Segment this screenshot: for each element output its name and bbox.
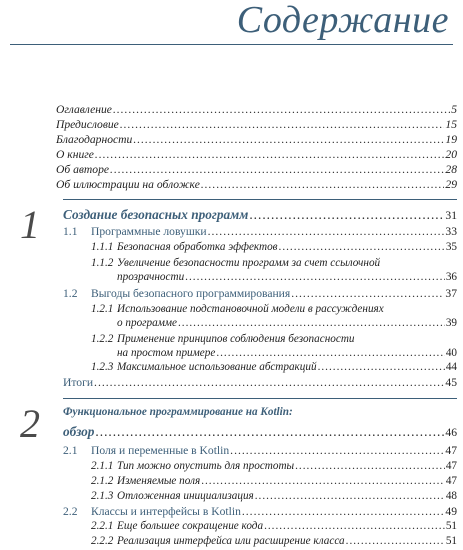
section-number: 1.2 (63, 287, 78, 300)
subsection-entry[interactable] (117, 271, 457, 283)
chapter-divider (63, 199, 457, 200)
section-entry[interactable] (63, 376, 457, 389)
subsection-title: Реализация интерфейса или расширение класса (117, 535, 345, 547)
section-page: 37 (445, 287, 457, 300)
toc-entry-title: Об авторе (56, 163, 110, 176)
subsection-title (91, 303, 436, 315)
toc-entry-title: Об иллюстрации на обложке (56, 178, 200, 191)
toc-entry-page: 15 (445, 118, 457, 131)
chapter-divider (63, 398, 457, 399)
toc-entry-title: О книге (56, 148, 94, 161)
subsection-title: Максимальное использование абстракций (117, 361, 317, 373)
subsection-title: Еще большее сокращение кода (117, 520, 264, 532)
subsection-title: Безопасная обработка эффектов (117, 241, 278, 253)
chapter-title-line2: обзор (63, 424, 95, 439)
toc-entry-page: 5 (451, 103, 457, 116)
toc-entry[interactable] (56, 178, 457, 191)
subsection-number: 1.1.1 (91, 241, 114, 253)
chapter-page: 46 (445, 426, 457, 439)
section-title: Поля и переменные в Kotlin (91, 444, 230, 457)
section-page: 33 (445, 225, 457, 238)
subsection-number: 1.2.1 (91, 303, 114, 315)
subsection-entry[interactable] (91, 490, 457, 502)
toc-entry[interactable] (56, 103, 457, 116)
title-rule (10, 44, 453, 45)
subsection-page: 40 (445, 347, 457, 359)
subsection-page: 51 (445, 535, 457, 547)
subsection-entry[interactable] (91, 520, 457, 532)
toc-entry[interactable] (56, 133, 457, 146)
section-page: 49 (445, 505, 457, 518)
subsection-number: 1.2.3 (91, 361, 114, 373)
chapter-page: 31 (445, 209, 457, 222)
subsection-entry[interactable] (117, 317, 457, 329)
toc-entry-page: 19 (445, 133, 457, 146)
subsection-page: 51 (445, 520, 457, 532)
chapter-number: 1 (20, 202, 40, 247)
subsection-title-line1: Использование подстановочной модели в рассуждениях (117, 303, 384, 315)
chapter-entry[interactable] (63, 207, 457, 223)
section-entry[interactable] (63, 505, 457, 518)
chapter-title-line1: Функциональное программирование на Kotlin: (63, 406, 293, 418)
subsection-number: 2.2.1 (91, 520, 114, 532)
section-page: 47 (445, 444, 457, 457)
section-entry[interactable] (63, 444, 457, 457)
chapter-entry[interactable] (63, 424, 457, 440)
subsection-page: 47 (445, 460, 457, 472)
subsection-title: Тип можно опустить для простоты (117, 460, 295, 472)
section-page: 45 (445, 376, 457, 389)
subsection-number: 1.1.2 (91, 257, 114, 269)
subsection-page: 36 (445, 271, 457, 283)
subsection-number: 1.2.2 (91, 333, 114, 345)
toc-entry-title: Предисловие (56, 118, 119, 131)
subsection-title (91, 333, 436, 345)
subsection-entry[interactable] (117, 347, 457, 359)
subsection-title-line2: прозрачности (117, 271, 185, 283)
subsection-entry[interactable] (91, 535, 457, 547)
section-number: 2.2 (63, 505, 78, 518)
toc-entry-page: 20 (445, 148, 457, 161)
section-entry[interactable] (63, 225, 457, 238)
chapter-number: 2 (20, 401, 40, 446)
toc-entry[interactable] (56, 163, 457, 176)
subsection-title: Отложенная инициализация (117, 490, 254, 502)
toc-entry[interactable] (56, 118, 457, 131)
section-entry[interactable] (63, 287, 457, 300)
section-title: Итоги (63, 376, 94, 389)
subsection-title-line2: о программе (117, 317, 177, 329)
subsection-page: 48 (445, 490, 457, 502)
subsection-title-line1: Увеличение безопасности программ за счет ссылочной (117, 257, 381, 269)
subsection-entry[interactable] (91, 241, 457, 253)
subsection-entry[interactable] (91, 460, 457, 472)
section-title: Программные ловушки (91, 225, 207, 238)
subsection-entry[interactable] (91, 361, 457, 373)
chapter-title: Создание безопасных программ (63, 207, 249, 222)
subsection-number: 2.1.2 (91, 475, 114, 487)
subsection-page: 47 (445, 475, 457, 487)
subsection-entry[interactable] (91, 475, 457, 487)
subsection-title: Изменяемые поля (117, 475, 201, 487)
subsection-page: 35 (445, 241, 457, 253)
subsection-title (91, 257, 436, 269)
toc-entry[interactable] (56, 148, 457, 161)
toc-entry-title: Благодарности (56, 133, 133, 146)
section-title: Выгоды безопасного программирования (91, 287, 291, 300)
subsection-number: 2.2.2 (91, 535, 114, 547)
subsection-number: 2.1.3 (91, 490, 114, 502)
toc-entry-page: 28 (445, 163, 457, 176)
toc-entry-title: Оглавление (56, 103, 112, 116)
section-number: 2.1 (63, 444, 78, 457)
subsection-title-line1: Применение принципов соблюдения безопасности (117, 333, 355, 345)
subsection-page: 44 (445, 361, 457, 373)
section-title: Классы и интерфейсы в Kotlin (91, 505, 241, 518)
toc-entry-page: 29 (445, 178, 457, 191)
subsection-number: 2.1.1 (91, 460, 114, 472)
page-title: Содержание (236, 0, 449, 41)
subsection-page: 39 (445, 317, 457, 329)
subsection-title-line2: на простом примере (117, 347, 216, 359)
section-number: 1.1 (63, 225, 78, 238)
